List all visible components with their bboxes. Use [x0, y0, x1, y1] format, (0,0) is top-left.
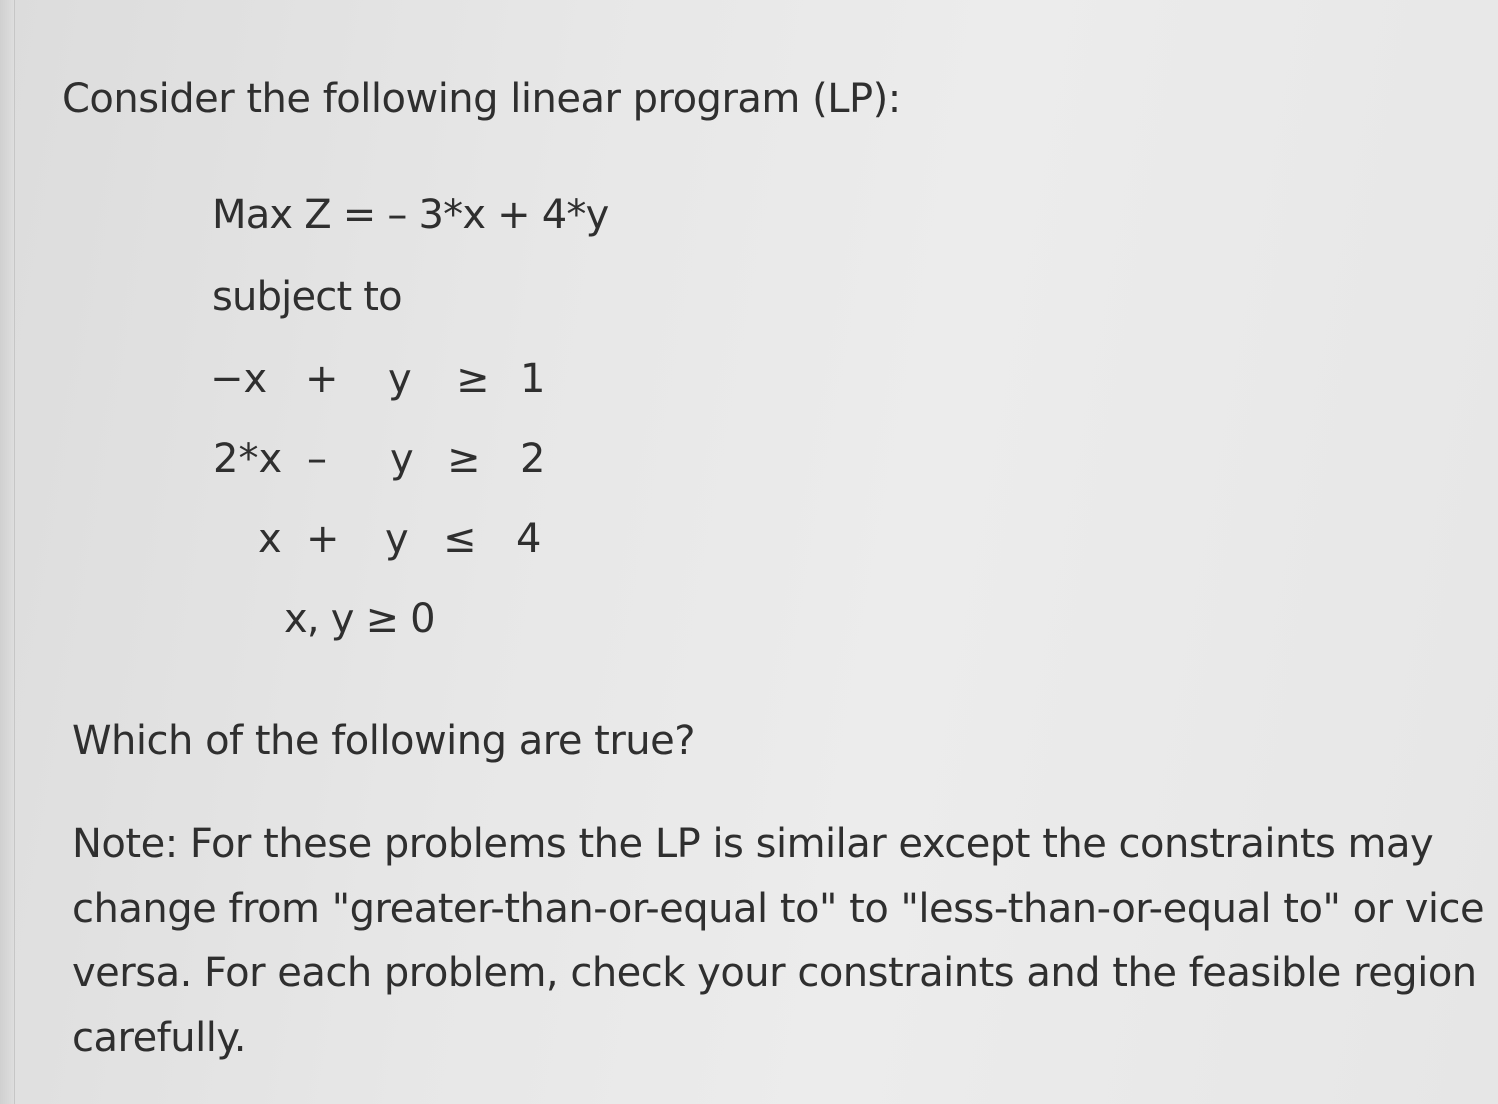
constraint-lhs2: y	[385, 516, 409, 562]
constraint-lhs1: −x	[210, 356, 268, 402]
constraint-relation: ≥	[447, 436, 481, 482]
note-line: versa. For each problem, check your constraints and the feasible region	[72, 950, 1477, 996]
constraint-relation: ≥	[456, 356, 490, 402]
note-line: carefully.	[72, 1014, 247, 1061]
note-line: change from "greater-than-or-equal to" to "less-than-or-equal to" or vice	[72, 885, 1485, 932]
constraint-rhs: 1	[520, 356, 546, 402]
constraint-lhs1: x	[258, 516, 282, 562]
constraint-op: +	[306, 516, 340, 562]
note-line: Note: For these problems the LP is similar except the constraints may	[72, 821, 1434, 867]
constraint-row-3	[0, 516, 700, 568]
note-paragraph	[72, 812, 1485, 1070]
nonnegativity-constraint: x, y ≥ 0	[284, 596, 435, 642]
constraint-lhs1: 2*x	[213, 436, 283, 482]
subject-to-label: subject to	[212, 274, 402, 320]
constraint-rhs: 4	[516, 516, 542, 562]
constraint-rhs: 2	[520, 436, 546, 482]
objective-function: Max Z = – 3*x + 4*y	[212, 192, 609, 238]
constraint-relation: ≤	[443, 516, 477, 562]
constraint-op: –	[307, 436, 327, 482]
constraint-lhs2: y	[390, 436, 414, 482]
constraint-lhs2: y	[388, 356, 412, 402]
question-text: Which of the following are true?	[72, 718, 695, 764]
constraint-row-1	[0, 356, 700, 408]
constraint-row-2	[0, 436, 700, 488]
constraint-op: +	[305, 356, 339, 402]
intro-text: Consider the following linear program (LP):	[62, 76, 901, 122]
